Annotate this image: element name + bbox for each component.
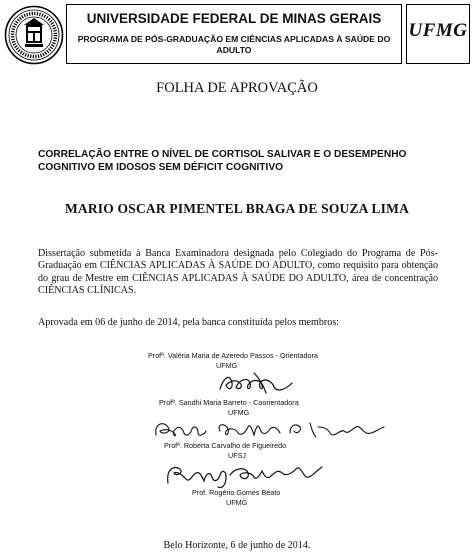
ufmg-logo-box [406, 4, 470, 64]
thesis-title-line2: COGNITIVO EM IDOSOS SEM DÉFICIT COGNITIVO [38, 162, 284, 173]
thesis-title-line1: CORRELAÇÃO ENTRE O NÍVEL DE CORTISOL SALIVAR E O DESEMPENHO [38, 149, 407, 160]
program-name [71, 34, 397, 56]
university-name: UNIVERSIDADE FEDERAL DE MINAS GERAIS [86, 11, 382, 26]
program-name-line2: ADULTO [216, 45, 252, 55]
signature-image [214, 369, 304, 397]
thesis-title [38, 148, 474, 174]
ufmg-logo: UFMG [408, 20, 468, 41]
document-title: FOLHA DE APROVAÇÃO [156, 80, 318, 96]
approval-statement: Aprovada em 06 de junho de 2014, pela banca constituída pelos membros: [38, 317, 340, 328]
signature-image [150, 417, 390, 443]
committee-member-institution: UFMG [216, 361, 238, 370]
signature-image [162, 459, 332, 491]
committee-member-institution: UFSJ [228, 451, 246, 460]
committee-member-name: Profª. Valéria Maria de Azeredo Passos - Orientadora [148, 351, 318, 360]
committee-member-name: Profª. Roberta Carvalho de Figueiredo [164, 441, 287, 450]
place-and-date: Belo Horizonte, 6 de junho de 2014. [163, 540, 311, 551]
committee-member-name: Profª. Sandhi Maria Barreto - Coorientadora [159, 398, 299, 407]
program-name-line1: PROGRAMA DE PÓS-GRADUAÇÃO EM CIÊNCIAS APLICADAS À SAÚDE DO [77, 34, 391, 44]
header-title-box [66, 4, 402, 64]
committee-member-institution: UFMG [228, 408, 250, 417]
university-seal-icon [4, 5, 64, 65]
dissertation-statement: Dissertação submetida à Banca Examinadora designada pelo Colegiado do Programa de Pós-Graduação em CIÊNCIAS APLICADAS À SAÚDE DO ADULTO, como requisito para obtenção do grau de Mestre em CIÊNCIAS APLICADAS À SAÚDE DO ADULTO, área de concentração CIÊNCIAS CLÍNICAS. [38, 248, 438, 296]
author-name: MARIO OSCAR PIMENTEL BRAGA DE SOUZA LIMA [64, 201, 410, 216]
committee-member-institution: UFMG [226, 498, 248, 507]
committee-member-name: Prof. Rogério Gomes Beato [192, 488, 281, 497]
